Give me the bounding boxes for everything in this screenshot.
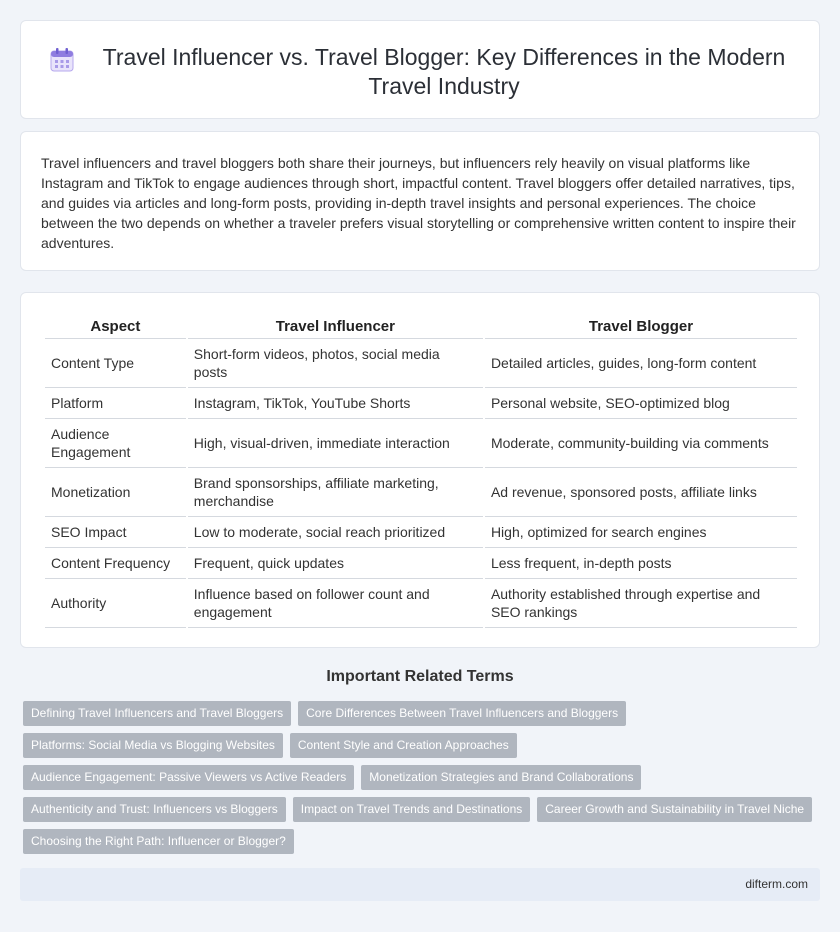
- column-header-travel-influencer: Travel Influencer: [188, 315, 483, 339]
- table-cell: Brand sponsorships, affiliate marketing, merchandise: [188, 468, 483, 517]
- table-cell: Platform: [45, 388, 186, 419]
- table-cell: High, visual-driven, immediate interaction: [188, 419, 483, 468]
- related-terms-list: [23, 701, 823, 861]
- table-row: [45, 548, 797, 579]
- column-header-aspect: Aspect: [45, 315, 186, 339]
- page-title: Travel Influencer vs. Travel Blogger: Key Differences in the Modern Travel Industry: [102, 44, 786, 99]
- header-card: [20, 20, 820, 119]
- table-cell: Influence based on follower count and engagement: [188, 579, 483, 628]
- table-cell: Ad revenue, sponsored posts, affiliate links: [485, 468, 797, 517]
- table-cell: Frequent, quick updates: [188, 548, 483, 579]
- table-cell: High, optimized for search engines: [485, 517, 797, 548]
- footer: [20, 868, 820, 901]
- table-cell: Authority: [45, 579, 186, 628]
- related-term-tag[interactable]: Choosing the Right Path: Influencer or Blogger?: [23, 829, 294, 854]
- intro-paragraph: Travel influencers and travel bloggers both share their journeys, but influencers rely heavily on visual platforms like Instagram and TikTok to engage audiences through short, impactful content. Travel bloggers offer detailed narratives, tips, and guides via articles and long-form posts, providing in-depth travel insights and personal experiences. The choice between the two depends on whether a traveler prefers visual storytelling or comprehensive written content to inspire their adventures.: [41, 155, 796, 251]
- table-cell: Personal website, SEO-optimized blog: [485, 388, 797, 419]
- related-term-tag[interactable]: Career Growth and Sustainability in Travel Niche: [537, 797, 812, 822]
- related-term-tag[interactable]: Authenticity and Trust: Influencers vs Bloggers: [23, 797, 286, 822]
- table-cell: Less frequent, in-depth posts: [485, 548, 797, 579]
- related-term-tag[interactable]: Platforms: Social Media vs Blogging Websites: [23, 733, 283, 758]
- table-header-row: [45, 315, 797, 339]
- table-cell: Audience Engagement: [45, 419, 186, 468]
- table-cell: Moderate, community-building via comments: [485, 419, 797, 468]
- table-row: [45, 579, 797, 628]
- table-cell: Instagram, TikTok, YouTube Shorts: [188, 388, 483, 419]
- intro-card: [20, 131, 820, 271]
- table-cell: Monetization: [45, 468, 186, 517]
- table-cell: Short-form videos, photos, social media posts: [188, 339, 483, 388]
- related-term-tag[interactable]: Core Differences Between Travel Influencers and Bloggers: [298, 701, 626, 726]
- table-cell: Content Frequency: [45, 548, 186, 579]
- table-row: [45, 339, 797, 388]
- table-row: [45, 517, 797, 548]
- table-row: [45, 388, 797, 419]
- related-term-tag[interactable]: Impact on Travel Trends and Destinations: [293, 797, 530, 822]
- table-cell: Detailed articles, guides, long-form content: [485, 339, 797, 388]
- table-row: [45, 419, 797, 468]
- table-cell: Authority established through expertise and SEO rankings: [485, 579, 797, 628]
- footer-site-link[interactable]: difterm.com: [745, 877, 808, 891]
- table-row: [45, 468, 797, 517]
- table-cell: Content Type: [45, 339, 186, 388]
- related-term-tag[interactable]: Audience Engagement: Passive Viewers vs Active Readers: [23, 765, 354, 790]
- related-terms-heading: Important Related Terms: [326, 668, 514, 685]
- comparison-table: [43, 315, 799, 628]
- table-cell: Low to moderate, social reach prioritized: [188, 517, 483, 548]
- related-term-tag[interactable]: Content Style and Creation Approaches: [290, 733, 517, 758]
- column-header-travel-blogger: Travel Blogger: [485, 315, 797, 339]
- related-term-tag[interactable]: Defining Travel Influencers and Travel Bloggers: [23, 701, 291, 726]
- related-term-tag[interactable]: Monetization Strategies and Brand Collaborations: [361, 765, 641, 790]
- table-cell: SEO Impact: [45, 517, 186, 548]
- comparison-table-card: [20, 292, 820, 648]
